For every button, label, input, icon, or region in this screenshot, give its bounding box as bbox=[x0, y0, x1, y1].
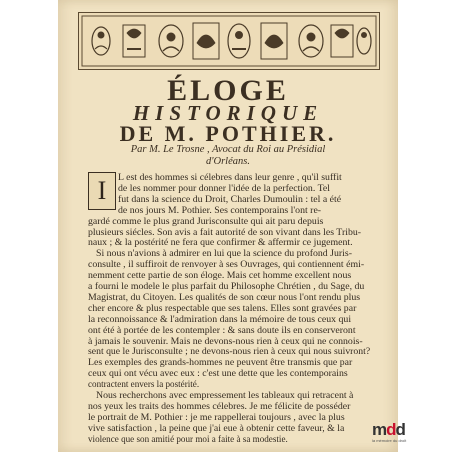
ornament-motif-7 bbox=[299, 25, 323, 57]
author-byline: Par M. Le Trosne , Avocat du Roi au Présidial bbox=[130, 144, 326, 155]
body-line: violence que son amitié pour moi a faite à sa modestie. bbox=[88, 433, 288, 444]
body-line: consulte , il suffiroit de renvoyer à ses Ouvrages, qui contiennent émi- bbox=[88, 259, 365, 270]
body-line: vive satisfaction , la peine que j'ai eue à obtenir cette faveur, & la bbox=[88, 422, 345, 433]
watermark-logo-text: mdd bbox=[372, 420, 405, 439]
body-line: ont été à portée de les contempler : & sans doute ils en conserveront bbox=[88, 324, 356, 335]
drop-cap bbox=[88, 172, 116, 210]
body-line: a fourni le modele le plus parfait du Philosophe Chrétien , du Sage, du bbox=[88, 281, 365, 291]
ornament-motif-5 bbox=[228, 24, 250, 58]
body-line: nos yeux les traits des hommes célebres. Je me félicite de posséder bbox=[88, 400, 351, 411]
body-line: de les nommer pour donner l'idée de la perfection. Tel bbox=[118, 182, 330, 193]
body-line: Nous recherchons avec empressement les tableaux qui retracent à bbox=[96, 390, 354, 400]
body-line: fut dans la science du Droit, Charles Dumoulin : tel a été bbox=[118, 193, 342, 204]
body-line: le portrait de M. Pothier : je me rappellerai toujours , avec la plus bbox=[88, 411, 345, 422]
body-line: de nos jours M. Pothier. Ses contemporains l'ont re- bbox=[118, 204, 322, 215]
page-title-line3: DE M. POTHIER. bbox=[119, 121, 337, 146]
ornament-motif-8 bbox=[331, 25, 353, 57]
body-line: à jamais le souvenir. Mais ne devons-nous rien à ceux qui ne connois- bbox=[88, 335, 363, 346]
body-line: ceux qui ont vécu avec eux : c'est une dette que les contemporains bbox=[88, 368, 348, 379]
body-line: contractent envers la postérité. bbox=[88, 379, 200, 390]
body-line: Si nous n'avions à admirer en lui que la science du profond Juris- bbox=[96, 248, 352, 259]
ornament-motif-2 bbox=[123, 25, 145, 57]
ornament-motif-1 bbox=[92, 27, 110, 55]
page-title: ÉLOGE bbox=[167, 74, 289, 107]
ornament-motif-6 bbox=[261, 23, 287, 59]
ornamental-headpiece bbox=[78, 12, 380, 70]
page-title-line2: HISTORIQUE bbox=[132, 101, 324, 125]
ornament-motif-3 bbox=[159, 25, 183, 57]
body-line: L est des hommes si célebres dans leur genre , qu'il suffit bbox=[118, 172, 342, 182]
body-line: la reconnoissance & l'admiration dans la mémoire de tous ceux qui bbox=[88, 313, 352, 324]
author-byline-cont: d'Orléans. bbox=[206, 156, 250, 167]
ornament-motif-4 bbox=[193, 23, 219, 59]
body-line: plusieurs siécles. Son avis a fait autorité de son vivant dans les Tribu- bbox=[88, 226, 362, 237]
ornament-motif-9 bbox=[357, 28, 371, 54]
body-line: nemment cette partie de son éloge. Mais cet homme excellent nous bbox=[88, 270, 352, 281]
watermark-logo bbox=[372, 420, 412, 446]
drop-cap-letter: I bbox=[97, 176, 107, 205]
watermark-tagline: la mémoire du droit bbox=[372, 438, 407, 443]
body-line: naux ; & la postérité ne fera que confirmer & affermir ce jugement. bbox=[88, 237, 353, 248]
ornament-svg bbox=[79, 13, 379, 69]
body-line: Les exemples des grands-hommes ne peuvent être transmis que par bbox=[88, 357, 353, 368]
body-line: sent que le Jurisconsulte ; ne devons-nous rien à ceux qui nous suivront? bbox=[88, 346, 371, 357]
body-line: gardé comme le plus grand Jurisconsulte qui ait paru depuis bbox=[88, 215, 324, 226]
body-line: cher encore & plus respectable que ses talens. Elles sont gravées par bbox=[88, 302, 357, 313]
body-line: Magistrat, du Citoyen. Les qualités de son cœur nous l'ont rendu plus bbox=[88, 291, 361, 302]
